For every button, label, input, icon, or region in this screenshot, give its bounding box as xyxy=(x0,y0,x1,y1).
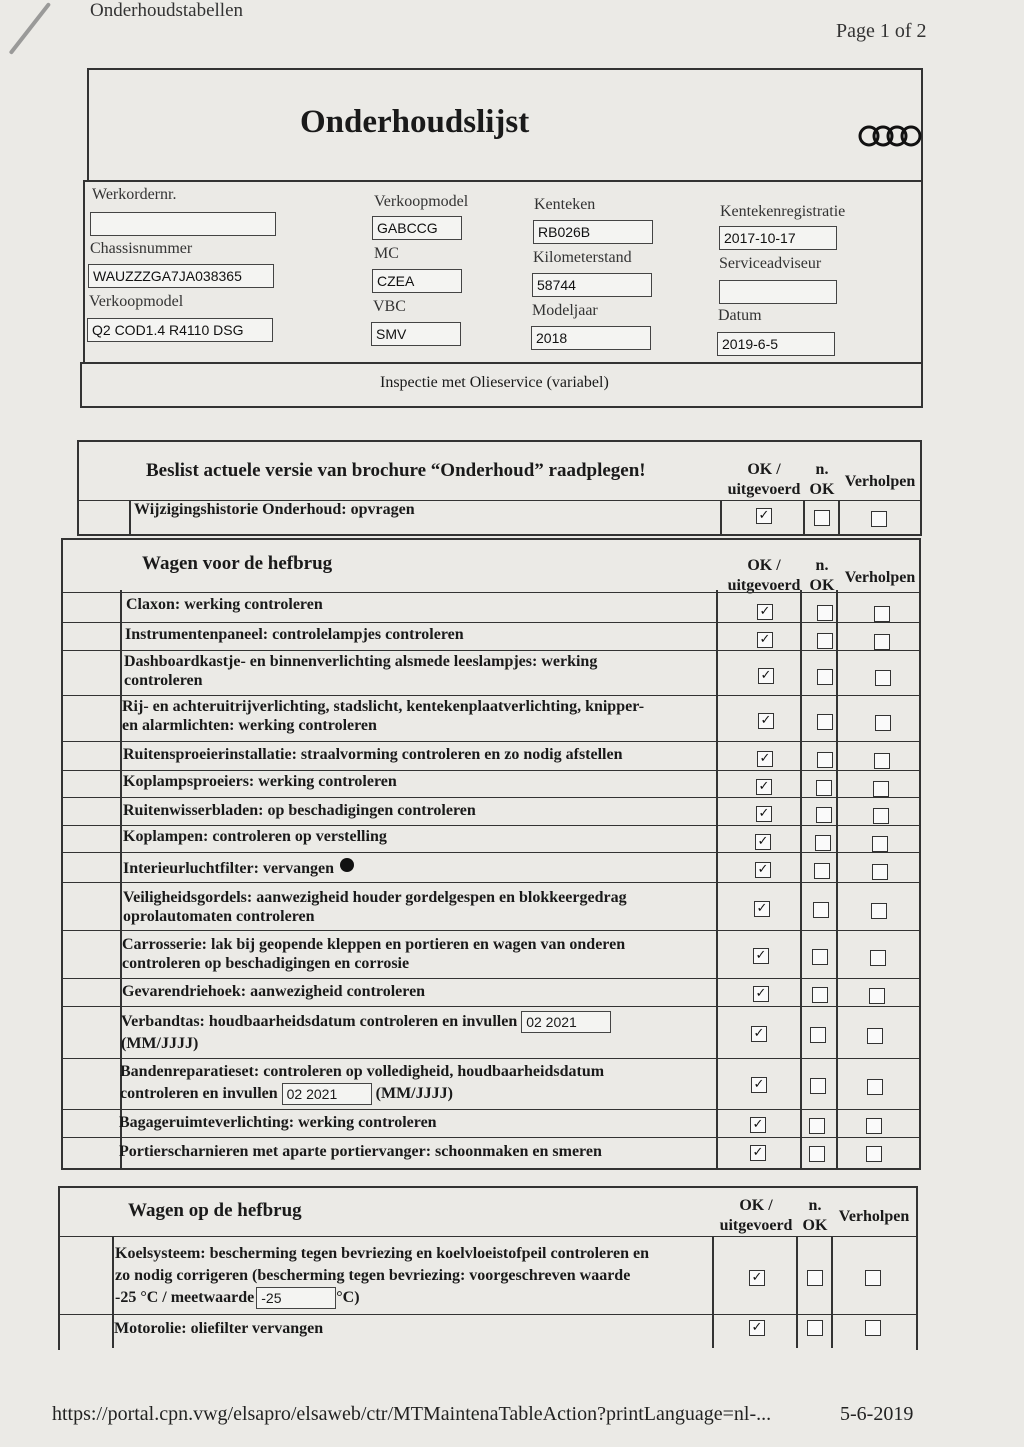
table-row xyxy=(61,852,921,853)
nok-checkbox[interactable] xyxy=(810,1027,826,1043)
ok-checkbox[interactable]: ✓ xyxy=(757,751,773,767)
table-row xyxy=(61,882,921,883)
task-bagageruimteverlichting: Bagageruimteverlichting: werking controleren xyxy=(119,1114,437,1131)
ok-checkbox[interactable]: ✓ xyxy=(758,668,774,684)
ok-checkbox[interactable]: ✓ xyxy=(757,632,773,648)
task-koplampsproeiers: Koplampsproeiers: werking controleren xyxy=(123,773,397,790)
nok-checkbox[interactable] xyxy=(817,669,833,685)
chassis-label: Chassisnummer xyxy=(90,240,193,257)
ok-checkbox[interactable]: ✓ xyxy=(758,713,774,729)
task-dashboardkastje: Dashboardkastje- en binnenverlichting alsmede leeslampjes: werking controleren xyxy=(124,653,598,689)
nok-checkbox[interactable] xyxy=(816,780,832,796)
verholpen-checkbox[interactable] xyxy=(874,753,890,769)
col-divider xyxy=(712,1236,714,1348)
task-carrosserie: Carrosserie: lak bij geopende kleppen en portieren en wagen van onderen controleren op beschadigingen en corrosie xyxy=(122,936,626,972)
task-koplampen: Koplampen: controleren op verstelling xyxy=(123,828,387,845)
table-row xyxy=(61,978,921,979)
table-row xyxy=(61,1137,921,1138)
datum-field[interactable]: 2019-6-5 xyxy=(717,332,835,356)
task-gevarendriehoek: Gevarendriehoek: aanwezigheid controleren xyxy=(122,983,426,1000)
col-ok-header: OK / uitgevoerd xyxy=(727,557,801,594)
kentekenregistratie-field[interactable]: 2017-10-17 xyxy=(719,226,837,250)
task-veiligheidsgordels: Veiligheidsgordels: aanwezigheid houder gordelgespen en blokkeergedrag oprolautomaten controleren xyxy=(123,889,627,925)
ok-checkbox[interactable]: ✓ xyxy=(755,862,771,878)
bandenreparatieset-date-field[interactable]: 02 2021 xyxy=(282,1083,372,1105)
verkoopmodel-label: Verkoopmodel xyxy=(89,293,184,310)
verholpen-checkbox[interactable] xyxy=(870,950,886,966)
verkoopmodel-field[interactable]: Q2 COD1.4 R4110 DSG xyxy=(87,318,273,342)
col-divider xyxy=(796,1236,798,1348)
nok-checkbox[interactable] xyxy=(817,752,833,768)
task-claxon: Claxon: werking controleren xyxy=(126,596,323,613)
verholpen-checkbox[interactable] xyxy=(867,1079,883,1095)
nok-checkbox[interactable] xyxy=(816,807,832,823)
vbc-field[interactable]: SMV xyxy=(371,322,461,346)
col-divider xyxy=(836,590,838,1168)
footer-url: https://portal.cpn.vwg/elsapro/elsaweb/ctr/MTMaintenaTableAction?printLanguage=nl-... xyxy=(52,1403,772,1425)
ok-checkbox[interactable]: ✓ xyxy=(755,834,771,850)
ok-checkbox[interactable]: ✓ xyxy=(754,901,770,917)
ok-checkbox[interactable]: ✓ xyxy=(749,1270,765,1286)
nok-checkbox[interactable] xyxy=(813,902,829,918)
task-interieurluchtfilter: Interieurluchtfilter: vervangen xyxy=(123,858,354,878)
col-ok-header: OK / uitgevoerd xyxy=(719,1197,793,1234)
verholpen-checkbox[interactable] xyxy=(873,808,889,824)
verkoopmodel-code-field[interactable]: GABCCG xyxy=(372,216,462,240)
task-motorolie: Motorolie: oliefilter vervangen xyxy=(114,1320,324,1337)
ok-checkbox[interactable]: ✓ xyxy=(751,1077,767,1093)
verholpen-checkbox[interactable] xyxy=(869,988,885,1004)
table-row xyxy=(58,1236,918,1237)
koelsysteem-meetwaarde-field[interactable]: -25 xyxy=(256,1287,336,1309)
verholpen-checkbox[interactable] xyxy=(875,715,891,731)
task-verbandtas: Verbandtas: houdbaarheidsdatum controleren en invullen 02 2021 (MM/JJJJ) xyxy=(121,1011,611,1055)
col-divider xyxy=(831,1236,833,1348)
modeljaar-label: Modeljaar xyxy=(532,302,598,319)
verkoopmodel-code-label: Verkoopmodel xyxy=(374,193,469,210)
task-portierscharnieren: Portierscharnieren met aparte portiervanger: schoonmaken en smeren xyxy=(119,1143,602,1160)
task-ruitenwisserbladen: Ruitenwisserbladen: op beschadigingen controleren xyxy=(123,802,476,819)
table-row xyxy=(61,741,921,742)
task-bandenreparatieset: Bandenreparatieset: controleren op volledigheid, houdbaarheidsdatum controleren en invullen 02 2021 (MM/JJJJ) xyxy=(120,1061,604,1105)
verholpen-checkbox[interactable] xyxy=(871,511,887,527)
table-row xyxy=(61,695,921,696)
modeljaar-field[interactable]: 2018 xyxy=(531,326,651,350)
vbc-label: VBC xyxy=(373,298,406,315)
filled-dot-icon xyxy=(340,858,354,872)
ok-checkbox[interactable]: ✓ xyxy=(750,1117,766,1133)
table-row xyxy=(61,1006,921,1007)
audi-rings-logo xyxy=(858,124,922,148)
nok-checkbox[interactable] xyxy=(807,1270,823,1286)
verholpen-checkbox[interactable] xyxy=(867,1028,883,1044)
verholpen-checkbox[interactable] xyxy=(872,864,888,880)
col-nok-header: n. OK xyxy=(802,1197,828,1234)
section-wagen-op-title: Wagen op de hefbrug xyxy=(128,1200,302,1221)
row-divider xyxy=(129,500,131,534)
kilometerstand-label: Kilometerstand xyxy=(533,249,632,266)
row-divider xyxy=(803,500,805,534)
datum-label: Datum xyxy=(718,307,762,324)
verholpen-checkbox[interactable] xyxy=(872,836,888,852)
row-divider xyxy=(838,500,840,534)
col-verholpen-header: Verholpen xyxy=(844,569,916,586)
row-divider xyxy=(720,500,722,534)
chassis-field[interactable]: WAUZZZGA7JA038365 xyxy=(88,264,274,288)
ok-checkbox[interactable]: ✓ xyxy=(756,806,772,822)
ok-checkbox[interactable]: ✓ xyxy=(756,508,772,524)
nok-checkbox[interactable] xyxy=(809,1118,825,1134)
verholpen-checkbox[interactable] xyxy=(865,1270,881,1286)
page-indicator: Page 1 of 2 xyxy=(836,20,927,42)
verholpen-checkbox[interactable] xyxy=(875,670,891,686)
ok-checkbox[interactable]: ✓ xyxy=(750,1145,766,1161)
col-divider xyxy=(800,590,802,1168)
serviceadviseur-field[interactable] xyxy=(719,280,837,304)
ok-checkbox[interactable]: ✓ xyxy=(756,779,772,795)
table-row xyxy=(61,797,921,798)
ok-checkbox[interactable]: ✓ xyxy=(757,604,773,620)
kentekenregistratie-label: Kentekenregistratie xyxy=(720,203,846,220)
ok-checkbox[interactable]: ✓ xyxy=(751,1026,767,1042)
pen-mark xyxy=(9,2,52,55)
task-verlichting: Rij- en achteruitrijverlichting, stadslicht, kentekenplaatverlichting, knipper- en alarmlichten: werking controleren xyxy=(122,698,645,734)
section-wagen-voor-title: Wagen voor de hefbrug xyxy=(142,553,333,574)
table-row xyxy=(61,622,921,623)
section-brochure-title: Beslist actuele versie van brochure “Onderhoud” raadplegen! xyxy=(146,460,646,481)
verholpen-checkbox[interactable] xyxy=(874,634,890,650)
table-row xyxy=(61,930,921,931)
table-row xyxy=(61,825,921,826)
nok-checkbox[interactable] xyxy=(814,510,830,526)
task-wijzigingshistorie: Wijzigingshistorie Onderhoud: opvragen xyxy=(134,501,415,518)
task-koelsysteem: Koelsysteem: bescherming tegen bevriezing en koelvloeistofpeil controleren en zo nodig corrigeren (bescherming tegen bevriezing: voorgeschreven waarde -25 °C / meetwaarde -25 °C) xyxy=(115,1243,649,1309)
verholpen-checkbox[interactable] xyxy=(874,606,890,622)
verbandtas-date-field[interactable]: 02 2021 xyxy=(521,1011,611,1033)
verholpen-checkbox[interactable] xyxy=(873,781,889,797)
task-ruitensproeier: Ruitensproeierinstallatie: straalvorming controleren en zo nodig afstellen xyxy=(123,746,623,763)
table-row xyxy=(61,1109,921,1110)
inspection-type: Inspectie met Olieservice (variabel) xyxy=(380,374,609,391)
nok-checkbox[interactable] xyxy=(817,633,833,649)
ok-checkbox[interactable]: ✓ xyxy=(753,986,769,1002)
nok-checkbox[interactable] xyxy=(817,714,833,730)
nok-checkbox[interactable] xyxy=(815,835,831,851)
nok-checkbox[interactable] xyxy=(814,863,830,879)
col-divider xyxy=(716,590,718,1168)
col-nok-header: n. OK xyxy=(809,557,835,594)
task-instrumentenpaneel: Instrumentenpaneel: controlelampjes controleren xyxy=(125,626,464,643)
footer-date: 5-6-2019 xyxy=(840,1403,914,1425)
nok-checkbox[interactable] xyxy=(812,949,828,965)
nok-checkbox[interactable] xyxy=(812,987,828,1003)
ok-checkbox[interactable]: ✓ xyxy=(749,1320,765,1336)
page-title: Onderhoudslijst xyxy=(300,104,530,140)
table-row xyxy=(58,1314,918,1315)
verholpen-checkbox[interactable] xyxy=(865,1320,881,1336)
kilometerstand-field[interactable]: 58744 xyxy=(532,273,652,297)
nok-checkbox[interactable] xyxy=(810,1078,826,1094)
ok-checkbox[interactable]: ✓ xyxy=(753,948,769,964)
table-row xyxy=(61,770,921,771)
kenteken-field[interactable]: RB026B xyxy=(533,220,653,244)
kenteken-label: Kenteken xyxy=(534,196,596,213)
nok-checkbox[interactable] xyxy=(809,1146,825,1162)
verholpen-checkbox[interactable] xyxy=(866,1146,882,1162)
werkordernr-field[interactable] xyxy=(90,212,276,236)
verholpen-checkbox[interactable] xyxy=(871,903,887,919)
table-row xyxy=(61,650,921,651)
col-ok-header: OK / uitgevoerd xyxy=(727,461,801,498)
table-row xyxy=(61,1058,921,1059)
table-row xyxy=(61,592,921,593)
serviceadviseur-label: Serviceadviseur xyxy=(719,255,822,272)
col-nok-header: n. OK xyxy=(809,461,835,498)
document-title: Onderhoudstabellen xyxy=(90,0,244,21)
col-verholpen-header: Verholpen xyxy=(844,473,916,490)
mc-label: MC xyxy=(374,245,399,262)
mc-field[interactable]: CZEA xyxy=(372,269,462,293)
nok-checkbox[interactable] xyxy=(817,605,833,621)
nok-checkbox[interactable] xyxy=(807,1320,823,1336)
verholpen-checkbox[interactable] xyxy=(866,1118,882,1134)
col-verholpen-header: Verholpen xyxy=(838,1208,910,1225)
werkordernr-label: Werkordernr. xyxy=(92,186,177,203)
